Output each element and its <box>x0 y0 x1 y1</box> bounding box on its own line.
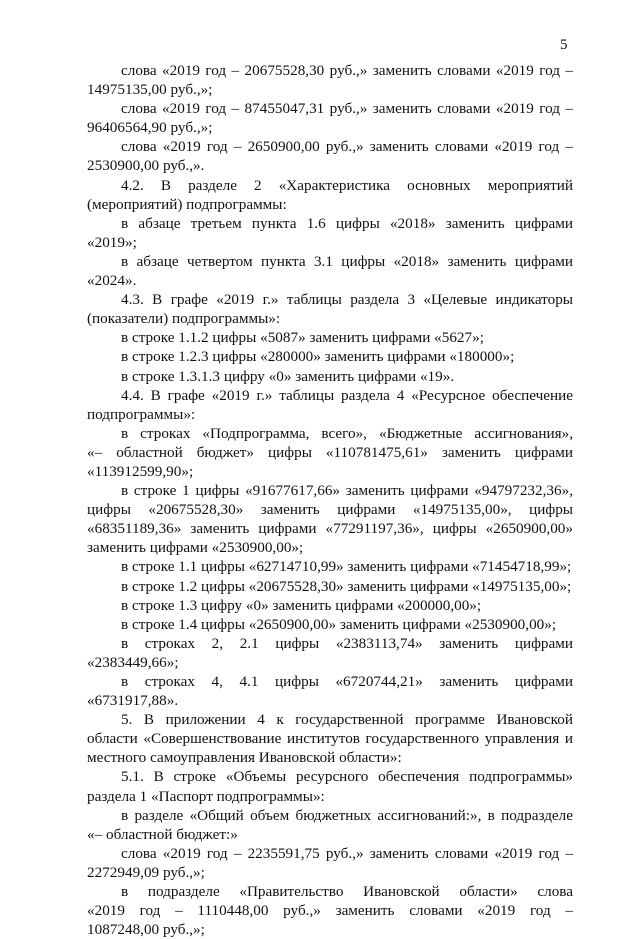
text-line: в строке 1 цифры «91677617,66» заменить цифрами «94797232,36», <box>121 482 573 500</box>
text-line: раздела 1 «Паспорт подпрограммы»: <box>87 787 325 805</box>
text-line: 4.3. В графе «2019 г.» таблицы раздела 3 «Целевые индикаторы <box>121 291 573 309</box>
text-line: «2019 год – 1110448,00 руб.,» заменить словами «2019 год – <box>87 902 573 920</box>
text-line: в строках 2, 2.1 цифры «2383113,74» заменить цифрами <box>121 634 573 652</box>
text-line: «6731917,88». <box>87 692 179 710</box>
text-line: 2272949,09 руб.,»; <box>87 863 205 881</box>
text-line: в строке 1.2 цифры «20675528,30» заменить цифрами «14975135,00»; <box>121 577 572 595</box>
text-line: «– областной бюджет» цифры «110781475,61» заменить цифрами <box>87 443 573 461</box>
text-line: «2019»; <box>87 233 137 251</box>
text-line: 2530900,00 руб.,». <box>87 157 205 175</box>
text-line: в строке 1.1.2 цифры «5087» заменить цифрами «5627»; <box>121 329 484 347</box>
text-line: в абзаце четвертом пункта 3.1 цифры «2018» заменить цифрами <box>121 252 573 270</box>
document-body <box>87 61 573 939</box>
text-line: 1087248,00 руб.,»; <box>87 921 205 939</box>
text-line: 4.4. В графе «2019 г.» таблицы раздела 4 «Ресурсное обеспечение <box>121 386 573 404</box>
text-line: 14975135,00 руб.,»; <box>87 81 213 99</box>
text-line: 5.1. В строке «Объемы ресурсного обеспечения подпрограммы» <box>121 768 573 786</box>
text-line: (мероприятий) подпрограммы: <box>87 195 287 213</box>
text-line: заменить цифрами «2530900,00»; <box>87 539 304 557</box>
text-line: 5. В приложении 4 к государственной программе Ивановской <box>121 711 573 729</box>
text-line: 4.2. В разделе 2 «Характеристика основных мероприятий <box>121 176 573 194</box>
text-line: «2383449,66»; <box>87 653 179 671</box>
text-line: цифры «20675528,30» заменить цифрами «14975135,00», цифры <box>87 501 573 519</box>
text-line: в разделе «Общий объем бюджетных ассигнований:», в подразделе <box>121 806 573 824</box>
text-line: (показатели) подпрограммы»: <box>87 310 281 328</box>
text-line: в подразделе «Правительство Ивановской области» слова <box>121 883 573 901</box>
text-line: слова «2019 год – 2650900,00 руб.,» заменить словами «2019 год – <box>121 138 573 156</box>
text-line: «– областной бюджет:» <box>87 825 238 843</box>
text-line: в строке 1.1 цифры «62714710,99» заменить цифрами «71454718,99»; <box>121 558 572 576</box>
text-line: «113912599,90»; <box>87 462 194 480</box>
text-line: слова «2019 год – 2235591,75 руб.,» заменить словами «2019 год – <box>121 844 573 862</box>
text-line: в строке 1.2.3 цифры «280000» заменить цифрами «180000»; <box>121 348 515 366</box>
text-line: подпрограммы»: <box>87 405 196 423</box>
text-line: «68351189,36» заменить цифрами «77291197,36», цифры «2650900,00» <box>87 520 573 538</box>
text-line: слова «2019 год – 87455047,31 руб.,» заменить словами «2019 год – <box>121 100 573 118</box>
text-line: в строках 4, 4.1 цифры «6720744,21» заменить цифрами <box>121 673 573 690</box>
text-line: слова «2019 год – 20675528,30 руб.,» заменить словами «2019 год – <box>121 62 573 79</box>
text-line: 96406564,90 руб.,»; <box>87 119 213 137</box>
text-line: «2024». <box>87 272 137 290</box>
text-line: в строках «Подпрограмма, всего», «Бюджетные ассигнования», <box>121 424 573 442</box>
text-line: в строке 1.3 цифру «0» заменить цифрами «200000,00»; <box>121 596 482 614</box>
text-line: в строке 1.3.1.3 цифру «0» заменить цифрами «19». <box>121 367 455 385</box>
text-line: области «Совершенствование институтов государственного управления и <box>87 730 573 748</box>
text-line: в строке 1.4 цифры «2650900,00» заменить цифрами «2530900,00»; <box>121 615 557 633</box>
text-line: местного самоуправления Ивановской области»: <box>87 749 402 767</box>
text-line: в абзаце третьем пункта 1.6 цифры «2018» заменить цифрами <box>121 214 573 232</box>
page-number: 5 <box>560 37 568 53</box>
